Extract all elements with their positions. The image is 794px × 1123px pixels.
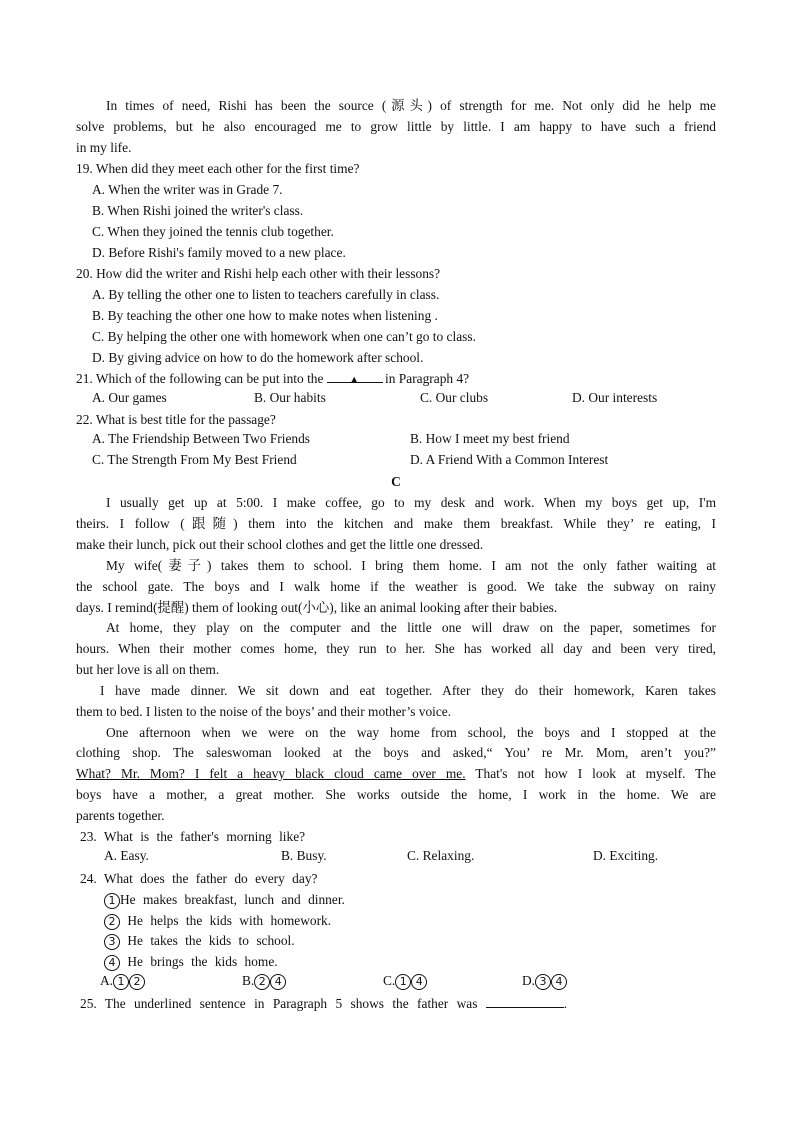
circled-number: 4 xyxy=(411,974,427,990)
q24-item-text: He brings the kids home. xyxy=(127,954,278,969)
circled-number: 1 xyxy=(104,893,120,909)
paragraph-line: clothing shop. The saleswoman looked at the boys and asked,“ You’ re Mr. Mom, aren’t you?” xyxy=(76,745,716,760)
question-23-stem: 23. What is the father's morning like? xyxy=(80,829,306,844)
paragraph-line: I usually get up at 5:00. I make coffee, go to my desk and work. When my boys get up, I'm xyxy=(106,495,716,510)
circled-number: 4 xyxy=(104,955,120,971)
q19-option-c[interactable]: C. When they joined the tennis club together. xyxy=(92,224,334,239)
q24-item-text: He helps the kids with homework. xyxy=(127,913,332,928)
q24-option-d[interactable] xyxy=(522,973,567,990)
q20-option-b[interactable]: B. By teaching the other one how to make notes when listening . xyxy=(92,308,438,323)
paragraph-line: At home, they play on the computer and the little one will draw on the paper, sometimes for xyxy=(106,620,716,635)
q23-option-b[interactable]: B. Busy. xyxy=(281,848,327,863)
option-label: D. xyxy=(522,973,536,988)
q23-option-c[interactable]: C. Relaxing. xyxy=(407,848,475,863)
q24-item xyxy=(104,911,331,931)
circled-number: 1 xyxy=(395,974,411,990)
answer-blank[interactable] xyxy=(486,995,564,1008)
circled-number: 2 xyxy=(129,974,145,990)
q22-option-d[interactable]: D. A Friend With a Common Interest xyxy=(410,452,609,467)
q21-option-c[interactable]: C. Our clubs xyxy=(420,390,489,405)
circled-number: 1 xyxy=(113,974,129,990)
circled-number: 2 xyxy=(254,974,270,990)
paragraph-line: My wife(妻子) takes them to school. I bring them home. I am not the only father waiting at xyxy=(106,558,716,573)
section-heading: C xyxy=(391,474,401,489)
question-19-stem: 19. When did they meet each other for the first time? xyxy=(76,161,360,176)
q21-stem-pre: 21. Which of the following can be put into the xyxy=(76,371,324,386)
q24-item xyxy=(104,890,345,910)
q22-option-a[interactable]: A. The Friendship Between Two Friends xyxy=(92,431,311,446)
circled-number: 4 xyxy=(551,974,567,990)
paragraph-line: I have made dinner. We sit down and eat together. After they do their homework, Karen takes xyxy=(100,683,716,698)
q24-item xyxy=(104,952,278,972)
q24-item xyxy=(104,931,295,951)
circled-number: 3 xyxy=(535,974,551,990)
paragraph-line: but her love is all on them. xyxy=(76,662,220,677)
paragraph-line: boys have a mother, a great mother. She works outside the home, I work in the home. We are xyxy=(76,787,716,802)
paragraph-line: solve problems, but he also encouraged me to grow little by little. I am happy to have such a friend xyxy=(76,119,716,134)
paragraph-line: them to bed. I listen to the noise of the boys’ and their mother’s voice. xyxy=(76,704,452,719)
q24-option-c[interactable] xyxy=(383,973,427,990)
q19-option-a[interactable]: A. When the writer was in Grade 7. xyxy=(92,182,283,197)
q21-stem-post: in Paragraph 4? xyxy=(385,371,470,386)
underlined-sentence: What? Mr. Mom? I felt a heavy black cloud came over me. xyxy=(76,766,466,781)
paragraph-line: the school gate. The boys and I walk home if the weather is good. We take the subway on rainy xyxy=(76,579,716,594)
q23-option-a[interactable]: A. Easy. xyxy=(104,848,149,863)
paragraph-line: theirs. I follow (跟随) them into the kitchen and make them breakfast. While they’ re eating, I xyxy=(76,516,716,531)
q20-option-d[interactable]: D. By giving advice on how to do the homework after school. xyxy=(92,350,424,365)
paragraph-line: in my life. xyxy=(76,140,132,155)
paragraph-line: In times of need, Rishi has been the source (源头) of strength for me. Not only did he help me xyxy=(106,98,716,113)
option-label: A. xyxy=(100,973,114,988)
q24-option-a[interactable] xyxy=(100,973,145,990)
q21-option-d[interactable]: D. Our interests xyxy=(572,390,658,405)
triangle-marker-icon: ▲ xyxy=(348,374,360,386)
paragraph-line: days. I remind(提醒) them of looking out(小心), like an animal looking after their babies. xyxy=(76,600,558,615)
q24-item-text: He takes the kids to school. xyxy=(127,933,295,948)
question-21-stem xyxy=(76,369,469,389)
q24-option-b[interactable] xyxy=(242,973,286,990)
q20-option-c[interactable]: C. By helping the other one with homework when one can’t go to class. xyxy=(92,329,476,344)
q21-option-a[interactable]: A. Our games xyxy=(92,390,167,405)
q25-stem-end: . xyxy=(563,996,568,1011)
q22-option-c[interactable]: C. The Strength From My Best Friend xyxy=(92,452,297,467)
q22-option-b[interactable]: B. How I meet my best friend xyxy=(410,431,570,446)
q25-stem-text: 25. The underlined sentence in Paragraph 5 shows the father was xyxy=(80,996,478,1011)
paragraph-line xyxy=(76,764,716,784)
option-label: C. xyxy=(383,973,396,988)
q23-option-d[interactable]: D. Exciting. xyxy=(593,848,659,863)
circled-number: 4 xyxy=(270,974,286,990)
circled-number: 3 xyxy=(104,934,120,950)
question-20-stem: 20. How did the writer and Rishi help each other with their lessons? xyxy=(76,266,441,281)
circled-number: 2 xyxy=(104,914,120,930)
q19-option-d[interactable]: D. Before Rishi's family moved to a new place. xyxy=(92,245,346,260)
question-25-stem xyxy=(80,994,567,1014)
sentence-rest: That's not how I look at myself. The xyxy=(475,766,716,781)
q19-option-b[interactable]: B. When Rishi joined the writer's class. xyxy=(92,203,304,218)
paragraph-line: parents together. xyxy=(76,808,165,823)
q24-item-text: He makes breakfast, lunch and dinner. xyxy=(120,892,345,907)
option-label: B. xyxy=(242,973,255,988)
paragraph-line: make their lunch, pick out their school clothes and get the little one dressed. xyxy=(76,537,484,552)
paragraph-line: hours. When their mother comes home, they run to her. She has worked all day and been very tired, xyxy=(76,641,716,656)
paragraph-line: One afternoon when we were on the way home from school, the boys and I stopped at the xyxy=(106,725,716,740)
question-24-stem: 24. What does the father do every day? xyxy=(80,871,318,886)
question-22-stem: 22. What is best title for the passage? xyxy=(76,412,276,427)
q21-option-b[interactable]: B. Our habits xyxy=(254,390,326,405)
q20-option-a[interactable]: A. By telling the other one to listen to teachers carefully in class. xyxy=(92,287,440,302)
